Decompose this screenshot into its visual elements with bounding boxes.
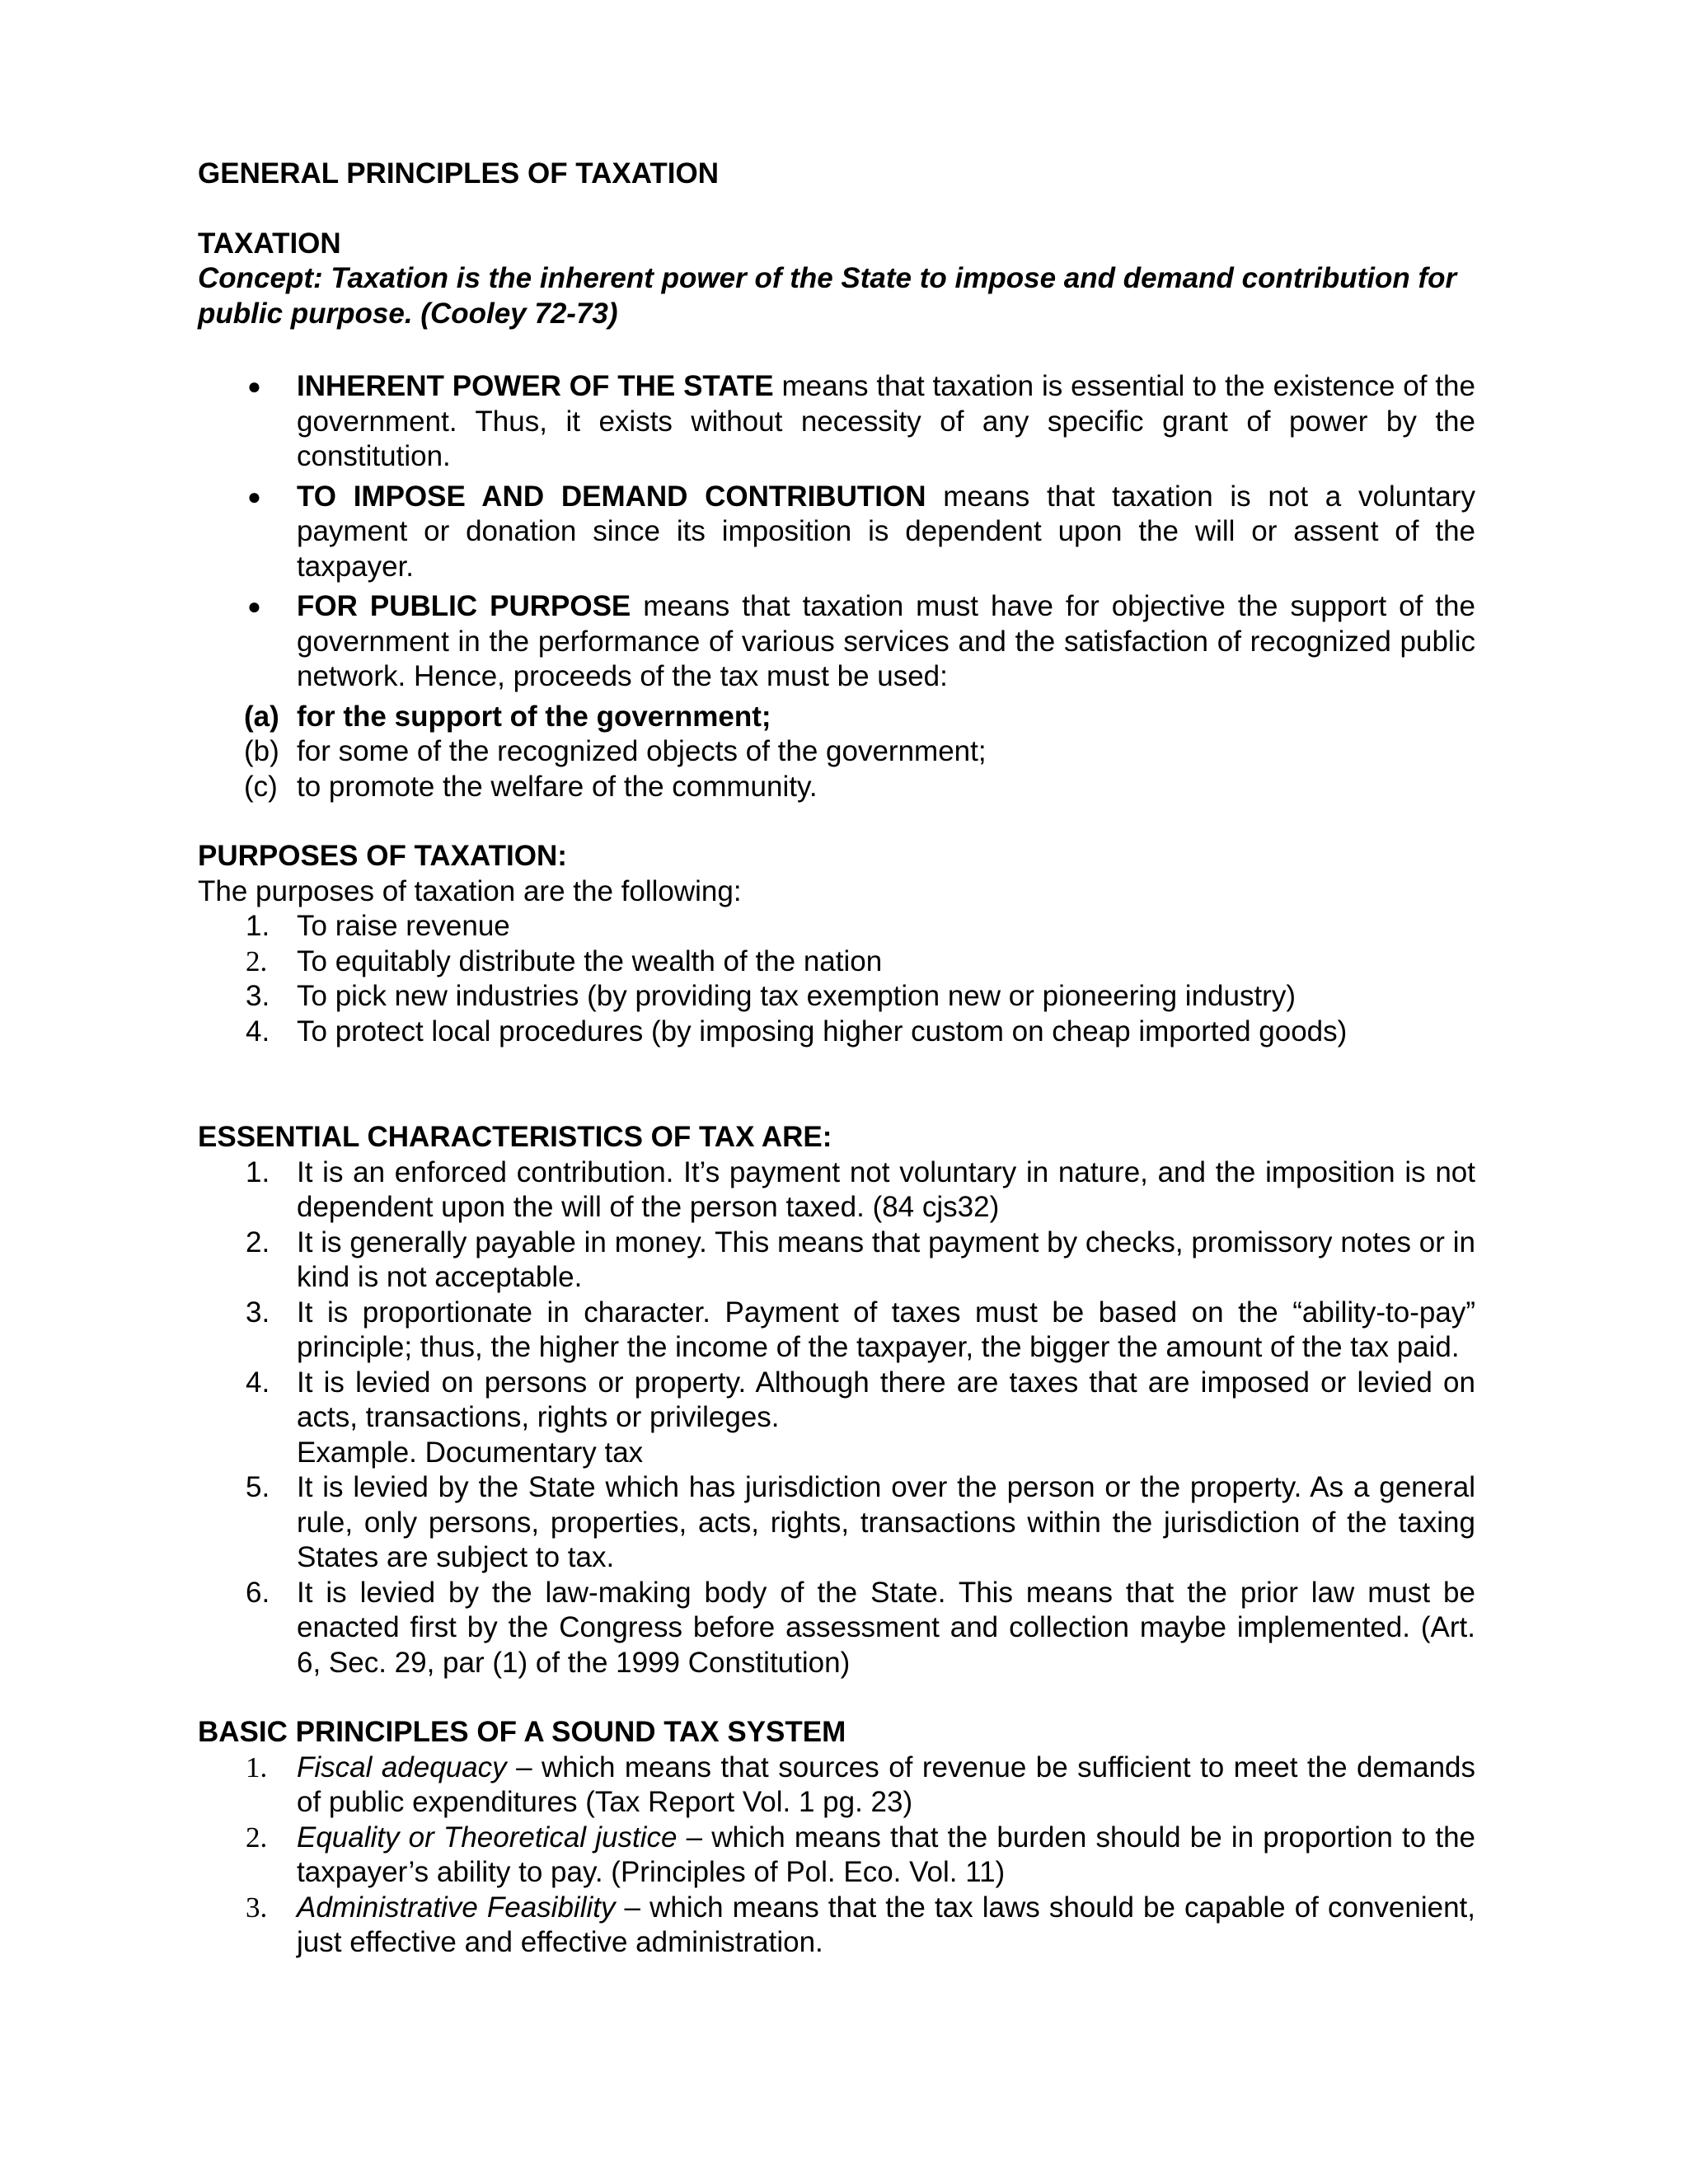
list-marker: 1. <box>246 1155 270 1188</box>
list-item <box>198 1470 1475 1576</box>
list-marker: (a) <box>244 700 279 733</box>
principle-term: Equality or Theoretical justice <box>297 1821 678 1854</box>
list-marker: 2. <box>246 1226 270 1258</box>
list-item-text: It is levied on persons or property. Although there are taxes that are imposed or levied on acts, transactions, rights or privileges. <box>297 1366 1475 1433</box>
list-item <box>198 734 1475 770</box>
characteristics-heading: ESSENTIAL CHARACTERISTICS OF TAX ARE: <box>198 1121 832 1153</box>
list-marker: 2. <box>246 1821 268 1854</box>
principle-term: Administrative Feasibility <box>297 1891 616 1924</box>
list-item <box>198 1576 1475 1681</box>
bullet-item-public-purpose <box>198 589 1475 695</box>
list-item <box>198 1155 1475 1226</box>
taxation-concept: Concept: Taxation is the inherent power of the State to impose and demand contribution for public purpose. (Cooley 72-73) <box>198 262 1457 330</box>
principles-heading: BASIC PRINCIPLES OF A SOUND TAX SYSTEM <box>198 1716 846 1748</box>
bullet-dot-icon: ● <box>247 593 261 619</box>
document-page <box>198 157 1475 1961</box>
list-item-text: It is generally payable in money. This means that payment by checks, promissory notes or in kind is not acceptable. <box>297 1226 1475 1293</box>
bullet-text: means that taxation is essential to the existence of the government. Thus, it exists without necessity of any specific grant of power by the constitution. <box>297 370 1475 472</box>
list-item <box>198 979 1475 1015</box>
principle-term: Fiscal adequacy <box>297 1750 507 1783</box>
list-item-text: It is an enforced contribution. It’s payment not voluntary in nature, and the imposition is not dependent upon the will of the person taxed. (84 cjs32) <box>297 1155 1475 1223</box>
bullet-term: INHERENT POWER OF THE STATE <box>297 370 774 402</box>
list-item-text: It is levied by the State which has jurisdiction over the person or the property. As a general rule, only persons, properties, acts, rights, transactions within the jurisdiction of the taxing States are subject to tax. <box>297 1471 1475 1573</box>
purposes-intro: The purposes of taxation are the following: <box>198 874 742 907</box>
purposes-list <box>198 909 1475 1049</box>
list-marker: 1. <box>246 1750 268 1783</box>
tax-uses-list <box>198 700 1475 805</box>
list-marker: 1. <box>246 910 270 942</box>
document-title: GENERAL PRINCIPLES OF TAXATION <box>198 157 719 190</box>
list-item <box>198 1750 1475 1821</box>
list-marker: (b) <box>244 735 279 767</box>
taxation-heading: TAXATION <box>198 227 341 260</box>
list-item-text: To pick new industries (by providing tax exemption new or pioneering industry) <box>297 980 1296 1012</box>
list-item-text: – which means that the burden should be in proportion to the taxpayer’s ability to pay. (Principles of Pol. Eco. Vol. 11) <box>297 1821 1475 1888</box>
list-marker: 3. <box>246 980 270 1012</box>
bullet-text: means that taxation must have for objective the support of the government in the performance of various services and the satisfaction of recognized public network. Hence, proceeds of the tax must be used: <box>297 590 1475 692</box>
list-item <box>198 1366 1475 1471</box>
list-marker: 6. <box>246 1576 270 1609</box>
example-text: Example. Documentary tax <box>297 1436 644 1469</box>
list-item <box>198 944 1475 980</box>
principles-list <box>198 1750 1475 1961</box>
list-item-text: – which means that the tax laws should be capable of convenient, just effective and effective administration. <box>297 1891 1476 1958</box>
bullet-dot-icon: ● <box>247 483 261 509</box>
list-item-text: – which means that sources of revenue be sufficient to meet the demands of public expenditures (Tax Report Vol. 1 pg. 23) <box>297 1750 1475 1818</box>
list-marker: 4. <box>246 1366 270 1399</box>
list-item-text: To protect local procedures (by imposing higher custom on cheap imported goods) <box>297 1015 1348 1047</box>
list-item-text: for some of the recognized objects of the government; <box>297 735 987 767</box>
list-item-text: To raise revenue <box>297 910 510 942</box>
list-marker: 4. <box>246 1015 270 1047</box>
list-item <box>198 700 1475 735</box>
bullet-term: TO IMPOSE AND DEMAND CONTRIBUTION <box>297 480 926 513</box>
list-item <box>198 1015 1475 1050</box>
list-item <box>198 1226 1475 1296</box>
bullet-text: means that taxation is not a voluntary payment or donation since its imposition is dependent upon the will or assent of the taxpayer. <box>297 480 1475 583</box>
taxation-bullet-list <box>198 369 1475 695</box>
list-marker: 3. <box>246 1891 268 1924</box>
characteristics-list <box>198 1155 1475 1681</box>
list-item <box>198 909 1475 944</box>
list-item <box>198 1821 1475 1891</box>
bullet-term: FOR PUBLIC PURPOSE <box>297 590 631 622</box>
list-marker: 2. <box>246 944 268 977</box>
list-item <box>198 1891 1475 1961</box>
bullet-item-inherent-power <box>198 369 1475 475</box>
list-item-text: To equitably distribute the wealth of the nation <box>297 944 883 977</box>
list-item <box>198 1296 1475 1366</box>
bullet-item-impose-demand <box>198 480 1475 585</box>
list-marker: (c) <box>244 770 278 803</box>
list-item-text: for the support of the government; <box>297 700 771 733</box>
list-item-text: It is levied by the law-making body of the State. This means that the prior law must be enacted first by the Congress before assessment and collection maybe implemented. (Art. 6, Sec. 29, par (1) of the 1999 Constitution) <box>297 1576 1475 1679</box>
purposes-heading: PURPOSES OF TAXATION: <box>198 840 567 872</box>
list-item <box>198 770 1475 805</box>
list-marker: 5. <box>246 1471 270 1503</box>
bullet-dot-icon: ● <box>247 373 261 399</box>
list-item-text: to promote the welfare of the community. <box>297 770 818 803</box>
list-item-text: It is proportionate in character. Payment of taxes must be based on the “ability-to-pay” principle; thus, the higher the income of the taxpayer, the bigger the amount of the tax paid. <box>297 1296 1475 1363</box>
list-marker: 3. <box>246 1296 270 1329</box>
